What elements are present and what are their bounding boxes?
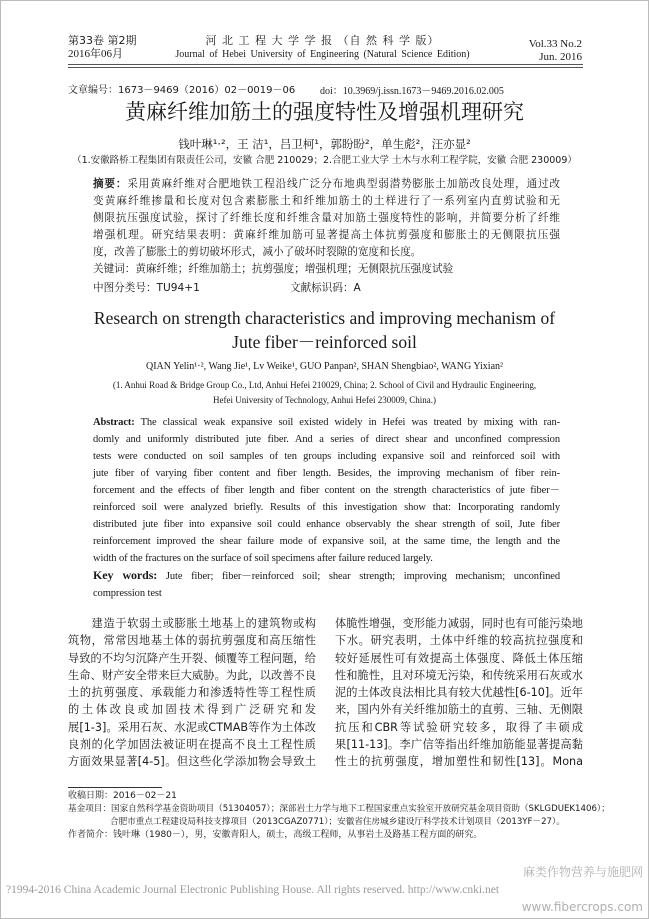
abstract-cn-label: 摘要：	[93, 178, 128, 190]
document-code: 文献标识码：A	[290, 282, 361, 294]
date-cn: 2016年06月	[68, 48, 123, 60]
title-cn: 黄麻纤维加筋土的强度特性及增强机理研究	[125, 100, 524, 124]
journal-title-cn: 河 北 工 程 大 学 学 报 （自 然 科 学 版）	[205, 34, 440, 47]
authors-en: QIAN Yelin¹·², Wang Jie¹, Lv Weike¹, GUO Panpan², SHAN Shengbiao², WANG Yixian²	[145, 361, 504, 372]
clc-number: 中图分类号：TU94+1	[93, 282, 200, 294]
title-en: Research on strength characteristics and improving mechanism of Jute fiber－reinforced soil	[93, 308, 556, 352]
footnotes: 收稿日期：2016－02－21 基金项目：国家自然科学基金资助项目（51304057）；深部岩土力学与地下工程国家重点实验室开放研究基金项目资助（SKLGDUEK1406）； 合肥市重点工程建设局科技支撑项目（2013CGAZ0771）；安徽省住房城乡建设厅科学技术计划项目（2013YF－27）。 作者简介：钱叶琳（1980－），男，安徽青阳人，硕士，高级工程师，从事岩土及路基工程方面的研究。	[68, 791, 610, 840]
keywords-cn: 关键词：黄麻纤维；纤维加筋土；抗剪强度；增强机理；无侧限抗压强度试验	[93, 263, 454, 275]
watermark-url: www.fibercrops.com	[521, 900, 643, 914]
date-en: Jun. 2016	[539, 51, 582, 63]
article-number: 文章编号：1673－9469（2016）02－0019－06	[68, 85, 296, 96]
copyright-footer: ?1994-2016 China Academic Journal Electronic Publishing House. All rights reserved. http://www.cnki.net	[6, 884, 500, 896]
volume-en: Vol.33 No.2	[528, 38, 582, 50]
journal-title-en: Journal of Hebei University of Engineering (Natural Science Edition)	[175, 49, 470, 60]
abstract-en: Abstract: The classical weak expansive soil existed widely in Hefei was treated by mixing with ran- domly and uniformly distributed jute fiber. And a series of direct shear and unconfined compression tests were conducted on soil samples of ten groups including expansive soil and reinforced soil with jute fiber of varying fiber content and fiber length. Besides, the improving mechanism of fiber rein- forcement and the effects of fiber length and fiber content on the strength characteristics of jute fiber－ reinforced soil were analyzed briefly. Results of this investigation show that: Incorporating randomly distributed jute fiber into expansive soil could enhance observably the shear strength of soil, Jute fiber reinforcement improved the shear failure mode of expansive soil, at the same time, the length and the width of the fractures on the surface of soil specimens after failure reduced largely. Key words: Jute fiber; fiber－reinforced soil; shear strength; improving mechanism; unconfined compression test	[93, 417, 560, 599]
abstract-cn: 摘要：采用黄麻纤维对合肥地铁工程沿线广泛分布地典型弱潜势膨胀土加筋改良处理，通过改 变黄麻纤维掺量和长度对包含素膨胀土和纤维加筋土的土样进行了一系列室内直剪试验和无 侧限抗压强度试验，探讨了纤维长度和纤维含量对加筋土强度特性的影响，并简要分析了纤维 增强机理。研究结果表明：黄麻纤维加筋可显著提高土体抗剪强度和膨胀土的无侧限抗压强 度，改善了膨胀土的剪切破坏形式，减小了破坏时裂隙的宽度和长度。 关键词：黄麻纤维；纤维加筋土；抗剪强度；增强机理；无侧限抗压强度试验	[93, 176, 560, 278]
affiliation-en: (1. Anhui Road & Bridge Group Co., Ltd, Anhui Hefei 210029, China; 2. School of Civil and Hydraulic Engineering, Hefei University of Technology, Anhui Hefei 230009, China.)	[112, 380, 537, 405]
watermark-cn: 麻类作物营养与施肥网	[522, 865, 643, 879]
body-column-left: 建造于软弱土或膨胀土地基上的建筑物或构 筑物，常常因地基土体的弱抗剪强度和高压缩性 导致的不均匀沉降产生开裂、倾覆等工程问题，给 生命、财产安全带来巨大威胁。为此，以改善不良 土的抗剪强度、承载能力和渗透特性等工程性质 的土体改良或加固技术得到广泛研究和发 展[1-3]。采用石灰、水泥或CTMAB等作为土体改 良剂的化学加固法被证明在提高不良土工程性质 方面效果显著[4-5]。但这些化学添加物会导致土	[68, 617, 316, 769]
body-column-right: 体脆性增强，变形能力减弱，同时也有可能污染地 下水。研究表明，土体中纤维的较高抗拉强度和 较好延展性可有效提高土体强度、降低土体压缩 性和脆性，且对环境无污染，和传统采用石灰或水 泥的土体改良法相比具有较大优越性[6-10]。近年 来，国内外有关纤维加筋土的直剪、三轴、无侧限 抗压和CBR等试验研究较多，取得了丰硕成 果[11-13]。李广信等指出纤维加筋能显著提高黏 性土的抗剪强度，增加塑性和韧性[13]。Mona	[335, 617, 583, 769]
author-bio: 作者简介：钱叶琳（1980－），男，安徽青阳人，硕士，高级工程师，从事岩土及路基工程方面的研究。	[68, 830, 483, 840]
doi: doi：10.3969/j.issn.1673－9469.2016.02.005	[320, 86, 504, 97]
volume-cn: 第33卷 第2期	[68, 34, 137, 47]
fund-projects: 基金项目：国家自然科学基金资助项目（51304057）；深部岩土力学与地下工程国家重点实验室开放研究基金项目资助（SKLGDUEK1406）；	[68, 804, 610, 814]
affiliation-cn: （1.安徽路桥工程集团有限责任公司，安徽 合肥 210029；2.合肥工业大学 土木与水利工程学院，安徽 合肥 230009）	[72, 155, 577, 166]
header-rule	[68, 64, 583, 65]
authors-cn: 钱叶琳¹·²，王 洁¹，吕卫柯¹，郭盼盼²，单生彪²，汪亦显²	[178, 137, 471, 151]
header-rule-2	[68, 67, 583, 68]
abstract-en-label: Abstract:	[93, 417, 135, 428]
keywords-en: Key words: Jute fiber; fiber－reinforced soil; shear strength; improving mechanism; unconfined	[93, 568, 560, 582]
received-date: 收稿日期：2016－02－21	[68, 791, 177, 801]
footnote-rule	[68, 787, 162, 788]
